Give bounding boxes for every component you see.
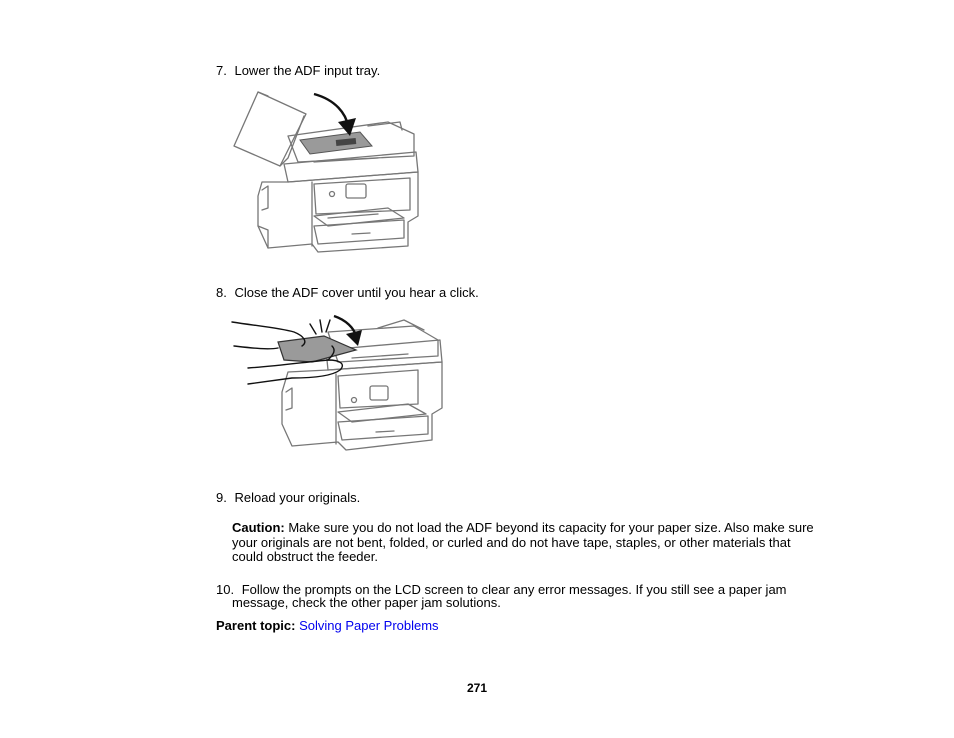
parent-topic (216, 618, 439, 633)
parent-topic-link[interactable]: Solving Paper Problems (299, 618, 439, 633)
caution-line-2: your originals are not bent, folded, or curled and do not have tape, staples, or other materials that (232, 534, 791, 550)
caution-note (232, 521, 832, 565)
step-text: Lower the ADF input tray. (234, 63, 381, 78)
caution-label: Caution: (232, 520, 285, 535)
caution-line-3: could obstruct the feeder. (232, 549, 378, 564)
printer-illustration-close-cover (228, 312, 448, 462)
step-number: 10. (216, 582, 235, 597)
step-number: 7. (216, 63, 227, 78)
step-9 (216, 490, 360, 505)
parent-topic-label: Parent topic: (216, 618, 296, 633)
step-text-line-2: message, check the other paper jam solutions. (232, 595, 501, 610)
step-number: 9. (216, 490, 227, 505)
page-number: 271 (466, 681, 488, 695)
step-text: Close the ADF cover until you hear a click. (234, 285, 479, 300)
step-text-line-1: Follow the prompts on the LCD screen to clear any error messages. If you still see a paper jam (241, 582, 787, 597)
step-8 (216, 285, 479, 300)
step-text: Reload your originals. (234, 490, 361, 505)
step-number: 8. (216, 285, 227, 300)
step-10-continuation (232, 596, 832, 611)
caution-line-1: Make sure you do not load the ADF beyond its capacity for your paper size. Also make sure (284, 520, 814, 535)
step-7 (216, 63, 380, 78)
printer-illustration-lower-tray (228, 86, 424, 254)
